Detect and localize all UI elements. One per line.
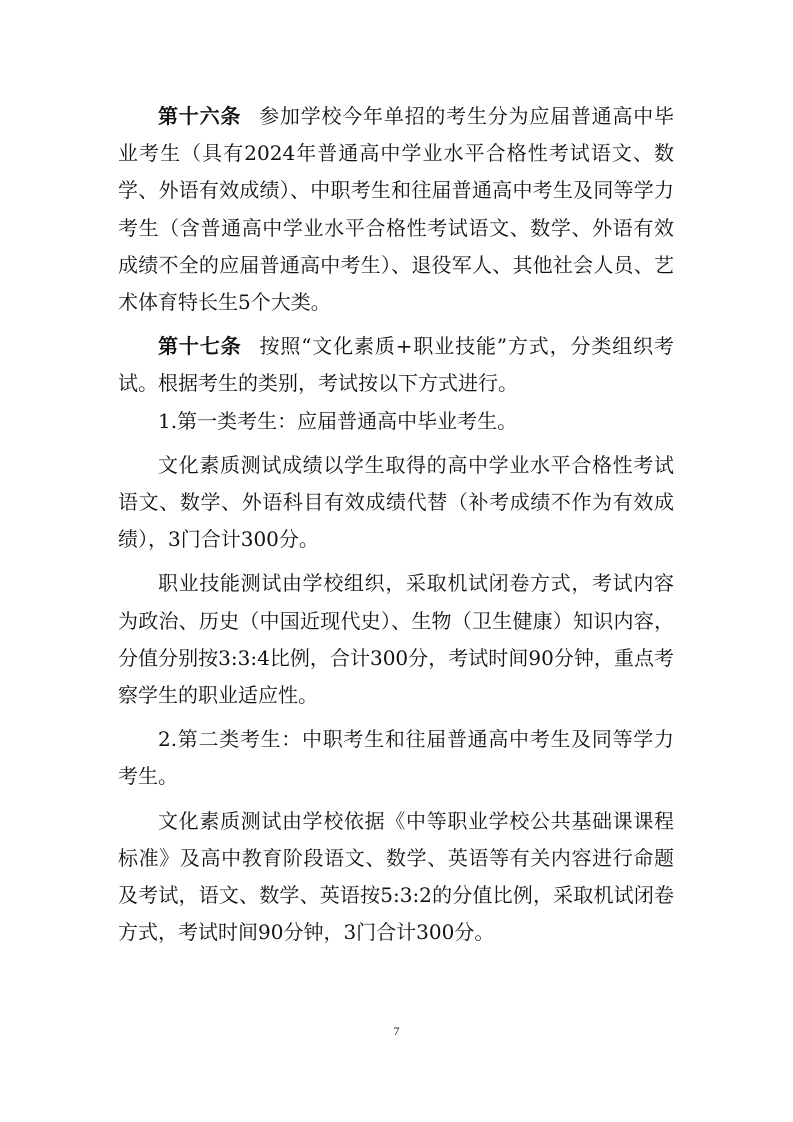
category-2-culture-paragraph: 文化素质测试由学校依据《中等职业学校公共基础课课程标准》及高中教育阶段语文、数学、英语等有关内容进行命题及考试，语文、数学、英语按5:3:2的分值比例，采取机试闭卷方式，考试时间90分钟，3门合计300分。 bbox=[118, 808, 674, 945]
category-2-title: 2.第二类考生：中职考生和往届普通高中考生及同等学力考生。 bbox=[118, 727, 674, 789]
category-1-culture-paragraph: 文化素质测试成绩以学生取得的高中学业水平合格性考试语文、数学、外语科目有效成绩代替（补考成绩不作为有效成绩），3门合计300分。 bbox=[118, 452, 674, 552]
document-body bbox=[118, 98, 674, 951]
category-1-title: 1.第一类考生：应届普通高中毕业考生。 bbox=[158, 408, 518, 433]
article-17-paragraph bbox=[118, 328, 674, 402]
article-17-heading: 第十七条 bbox=[158, 334, 242, 359]
page-number: 7 bbox=[393, 1024, 400, 1038]
category-1-skill-paragraph: 职业技能测试由学校组织，采取机试闭卷方式，考试内容为政治、历史（中国近现代史）、生物（卫生健康）知识内容，分值分别按3:3:4比例，合计300分，考试时间90分钟，重点考察学生的职业适应性。 bbox=[118, 571, 674, 708]
article-16-heading: 第十六条 bbox=[158, 104, 242, 128]
article-16-text: 参加学校今年单招的考生分为应届普通高中毕业考生（具有2024年普通高中学业水平合格性考试语文、数学、外语有效成绩）、中职考生和往届普通高中考生及同等学力考生（含普通高中学业水平合格性考试语文、数学、外语有效成绩不全的应届普通高中考生）、退役军人、其他社会人员、艺术体育特长生5个大类。 bbox=[118, 104, 675, 315]
article-17-text: 按照“文化素质+职业技能”方式，分类组织考试。根据考生的类别，考试按以下方式进行。 bbox=[118, 334, 674, 396]
article-16-paragraph bbox=[118, 98, 674, 321]
